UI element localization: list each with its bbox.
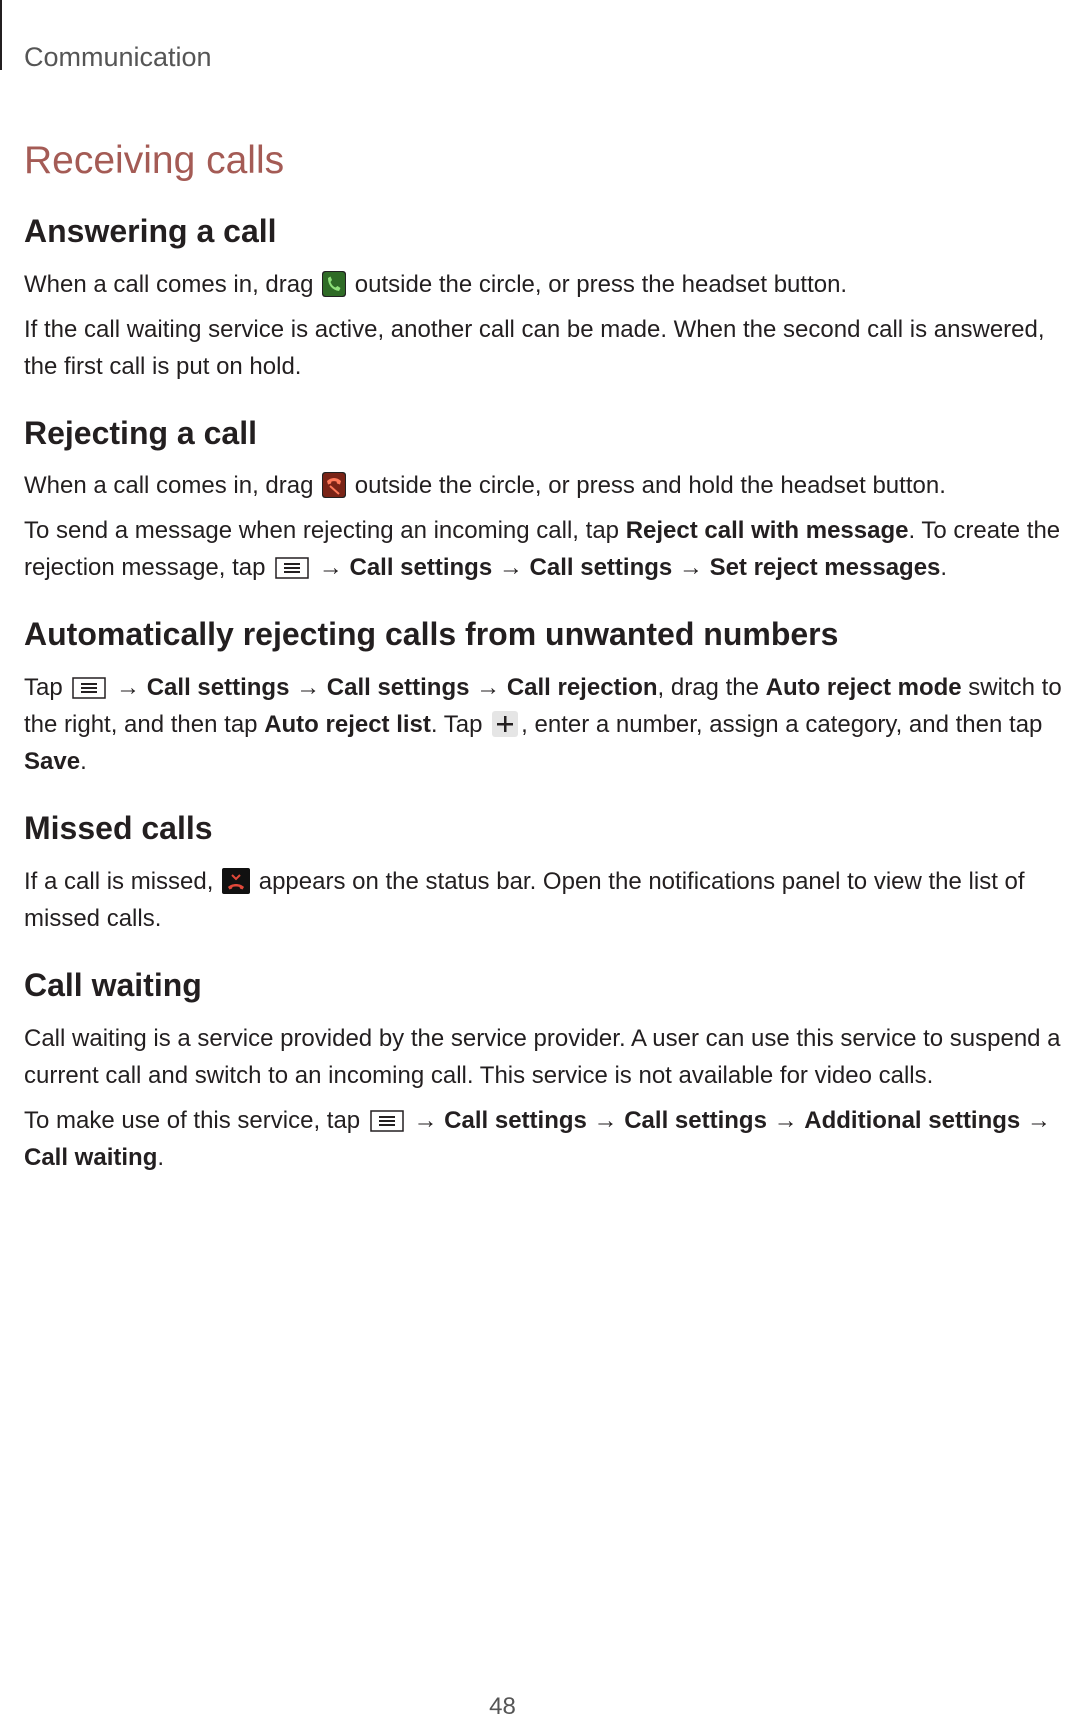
rejecting-paragraph-1: When a call comes in, drag outside the circle, or press and hold the headset button. (24, 472, 946, 500)
menu-icon (72, 673, 106, 695)
auto-reject-paragraph: Tap → Call settings → Call settings → Call rejection, drag the Auto reject mode switch to the right, and then tap Auto reject list. Tap , enter a number, assign a category, and then tap Save. (24, 674, 1062, 776)
plus-icon (492, 711, 518, 737)
menu-icon (370, 1106, 404, 1128)
answering-paragraph-1: When a call comes in, drag outside the circle, or press the headset button. (24, 270, 848, 298)
heading-answering: Answering a call (24, 212, 277, 249)
heading-rejecting: Rejecting a call (24, 414, 257, 451)
call-settings-label: Call settings (444, 1106, 587, 1134)
heading-waiting: Call waiting (24, 967, 202, 1004)
reject-call-with-message-label: Reject call with message (625, 517, 909, 545)
heading-missed: Missed calls (24, 810, 213, 847)
page-corner-line (0, 0, 2, 70)
page-number: 48 (489, 1693, 516, 1720)
call-waiting-label: Call waiting (24, 1143, 158, 1171)
call-rejection-label: Call rejection (506, 674, 658, 702)
call-settings-label: Call settings (349, 554, 493, 582)
menu-icon (275, 553, 309, 575)
auto-reject-mode-label: Auto reject mode (765, 674, 962, 702)
waiting-paragraph-2: To make use of this service, tap → Call settings → Call settings → Additional settings → Call waiting. (24, 1106, 1051, 1171)
call-settings-label: Call settings (624, 1106, 767, 1134)
section-missed (24, 810, 1064, 937)
missed-call-icon (222, 868, 250, 894)
section-auto-reject (24, 616, 1064, 780)
additional-settings-label: Additional settings (804, 1106, 1021, 1134)
page-title: Receiving calls (24, 139, 285, 182)
phone-answer-icon (322, 271, 346, 297)
section-answering (24, 213, 1064, 385)
page-content (24, 140, 1064, 1206)
rejecting-paragraph-2: To send a message when rejecting an incoming call, tap Reject call with message. To create the rejection message, tap → Call settings → Call settings → Set reject messages. (24, 517, 1061, 582)
answering-paragraph-2: If the call waiting service is active, another call can be made. When the second call is answered, the first call is put on hold. (24, 315, 1045, 380)
waiting-paragraph-1: Call waiting is a service provided by the service provider. A user can use this service to suspend a current call and switch to an incoming call. This service is not available for video calls. (24, 1024, 1061, 1089)
call-settings-label: Call settings (529, 554, 673, 582)
running-header: Communication (24, 42, 212, 72)
save-label: Save (24, 748, 81, 776)
section-waiting (24, 967, 1064, 1176)
phone-reject-icon (322, 472, 346, 498)
section-rejecting (24, 415, 1064, 587)
heading-auto-reject: Automatically rejecting calls from unwanted numbers (24, 616, 839, 653)
auto-reject-list-label: Auto reject list (264, 711, 431, 739)
missed-paragraph: If a call is missed, appears on the status bar. Open the notifications panel to view the list of missed calls. (24, 868, 1025, 933)
set-reject-messages-label: Set reject messages (709, 554, 941, 582)
call-settings-label: Call settings (146, 674, 290, 702)
call-settings-label: Call settings (326, 674, 470, 702)
